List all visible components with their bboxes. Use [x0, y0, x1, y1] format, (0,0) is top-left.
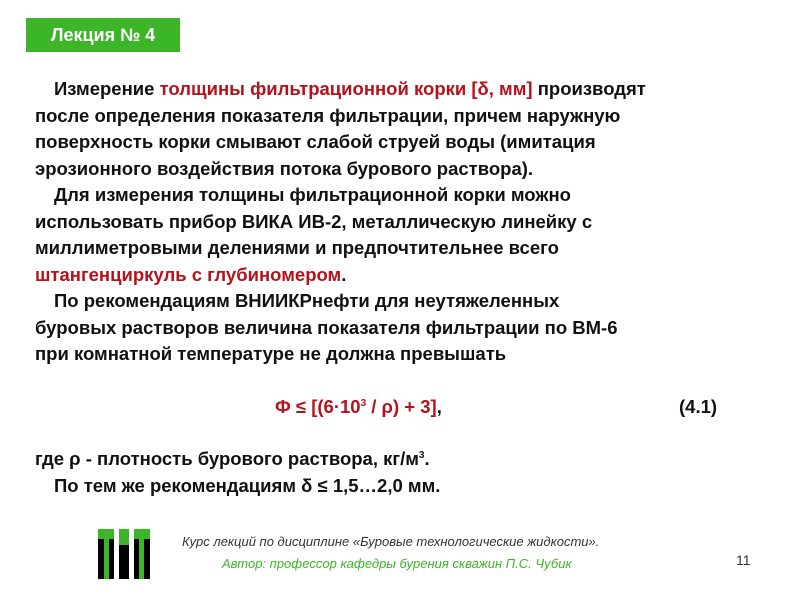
text-fragment: где ρ - плотность бурового раствора, кг/м	[35, 448, 419, 469]
university-logo-icon	[98, 529, 150, 579]
text-fragment: Измерение	[54, 78, 160, 99]
p2-line-1: Для измерения толщины фильтрационной корки можно	[54, 184, 571, 205]
highlight-term: штангенциркуль с глубиномером	[35, 263, 342, 285]
formula-exponent: 3	[360, 397, 367, 409]
formula-part: Ф ≤ [(6·10	[275, 395, 361, 417]
author-footer: Автор: профессор кафедры бурения скважин П.С. Чубик	[222, 556, 572, 571]
p4-line-1	[35, 446, 775, 473]
text-fragment: .	[341, 263, 347, 285]
formula-row	[35, 394, 775, 421]
p4-line-2: По тем же рекомендациям δ ≤ 1,5…2,0 мм.	[54, 474, 441, 496]
p3-line-1: По рекомендациям ВНИИКРнефти для неутяжеленных	[54, 290, 560, 311]
p1-line-4: эрозионного воздействия потока бурового раствора).	[35, 157, 534, 179]
p1-line-3: поверхность корки смывают слабой струей воды (имитация	[35, 131, 596, 152]
text-fragment: .	[424, 448, 430, 469]
unit-exponent: 3	[418, 449, 425, 461]
highlight-term: толщины фильтрационной корки [δ, мм]	[159, 78, 533, 99]
p2-line-2: использовать прибор ВИКА ИВ-2, металлическую линейку с	[35, 210, 593, 232]
formula-part: / ρ) + 3]	[366, 395, 437, 417]
course-footer: Курс лекций по дисциплине «Буровые технологические жидкости».	[182, 534, 600, 549]
p1-line-1	[35, 76, 775, 103]
equation-number: (4.1)	[679, 395, 718, 417]
page-number: 11	[736, 552, 751, 568]
p3-line-3: при комнатной температуре не должна превышать	[35, 343, 507, 364]
formula-comma: ,	[436, 395, 442, 417]
p2-line-3: миллиметровыми делениями и предпочтительнее всего	[35, 237, 559, 258]
formula	[275, 394, 442, 421]
p2-line-4	[35, 262, 775, 289]
lecture-badge: Лекция № 4	[26, 18, 180, 52]
p3-line-2: буровых растворов величина показателя фильтрации по ВМ-6	[35, 316, 618, 338]
text-fragment: производят	[532, 78, 646, 99]
lecture-body	[35, 76, 775, 499]
p1-line-2: после определения показателя фильтрации, причем наружную	[35, 104, 621, 126]
